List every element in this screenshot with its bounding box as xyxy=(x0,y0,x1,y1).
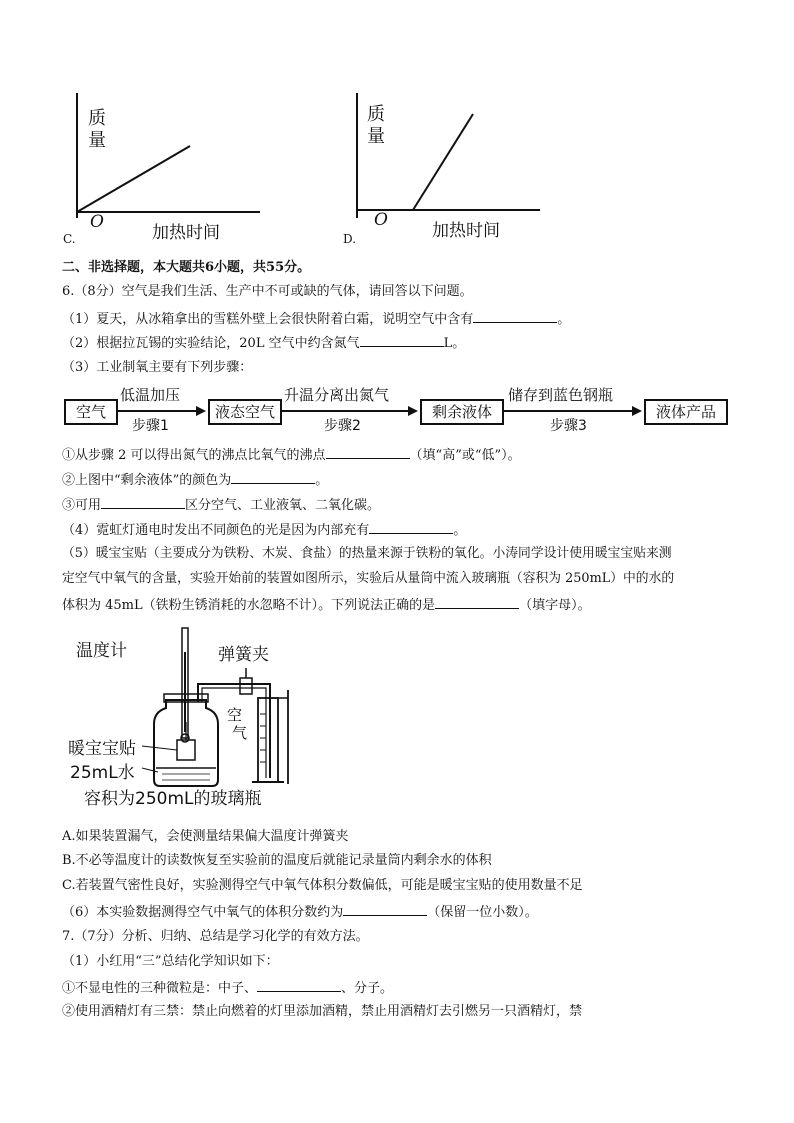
graph-d-line xyxy=(413,114,473,210)
q6-sub1-blank[interactable] xyxy=(326,445,410,459)
q6-sub3-end: 区分空气、工业液氧、二氧化碳。 xyxy=(185,498,381,513)
graph-d-origin: O xyxy=(374,210,388,230)
q6-part6-blank[interactable] xyxy=(343,902,427,916)
q7-sub1 xyxy=(62,978,393,998)
graph-d-xlabel: 加热时间 xyxy=(432,221,500,241)
q6-part2 xyxy=(62,333,465,353)
q6-sub2-blank[interactable] xyxy=(231,470,315,484)
q6-part1-blank[interactable] xyxy=(473,309,557,323)
flow-box-air: 空气 xyxy=(64,399,118,425)
q6-part5-line3 xyxy=(62,595,591,615)
graph-c-ylabel-1: 质 xyxy=(88,108,106,129)
q6-part5-blank[interactable] xyxy=(435,595,519,609)
label-bottle: 容积为250mL的玻璃瓶 xyxy=(84,789,262,809)
q6-sub1 xyxy=(62,445,521,465)
q6-sub3-text: ③可用 xyxy=(62,498,102,513)
graph-d xyxy=(340,88,560,248)
flow-label-step2-action: 升温分离出氮气 xyxy=(284,386,390,404)
q6-part4-blank[interactable] xyxy=(369,520,453,534)
q6-option-c: C.若装置气密性良好，实验测得空气中氧气体积分数偏低，可能是暖宝宝贴的使用数量不足 xyxy=(62,878,583,893)
section-heading: 二、非选择题，本大题共6小题，共55分。 xyxy=(62,260,311,275)
q6-part4-end: 。 xyxy=(453,523,467,538)
flow-box-liquid-air: 液态空气 xyxy=(208,399,282,425)
label-water: 25mL水 xyxy=(70,763,135,783)
q6-sub3 xyxy=(62,495,380,515)
q6-sub2-text: ②上图中“剩余液体”的颜色为 xyxy=(62,473,232,488)
q6-part4 xyxy=(62,520,466,540)
label-warmer-pad: 暖宝宝贴 xyxy=(68,739,136,759)
q7-sub2: ②使用酒精灯有三禁：禁止向燃着的灯里添加酒精，禁止用酒精灯去引燃另一只酒精灯，禁 xyxy=(62,1004,583,1019)
graph-c-xlabel: 加热时间 xyxy=(152,223,220,243)
q6-sub3-blank[interactable] xyxy=(101,495,185,509)
q6-part1 xyxy=(62,309,570,329)
q6-sub1-end: （填“高”或“低”）。 xyxy=(409,448,521,463)
process-flow-diagram xyxy=(62,384,742,432)
flow-label-step3: 步骤3 xyxy=(550,418,587,434)
graph-c-letter: C. xyxy=(63,232,76,246)
q6-part5-line2: 定空气中氧气的含量，实验开始前的装置如图所示，实验后从量筒中流入玻璃瓶（容积为 250mL）中的水的 xyxy=(62,571,675,586)
q6-part4-text: （4）霓虹灯通电时发出不同颜色的光是因为内部充有 xyxy=(62,523,370,538)
graph-d-ylabel-2: 量 xyxy=(367,126,385,147)
q7-stem: 7.（7分）分析、归纳、总结是学习化学的有效方法。 xyxy=(62,929,369,944)
q6-sub2-end: 。 xyxy=(315,473,329,488)
graph-c-origin: O xyxy=(90,212,104,232)
label-clamp: 弹簧夹 xyxy=(218,645,269,665)
graph-d-ylabel-1: 质 xyxy=(367,104,385,125)
flow-label-step2: 步骤2 xyxy=(324,418,361,434)
flow-label-step1: 步骤1 xyxy=(132,418,169,434)
q6-part5-end: （填字母）。 xyxy=(519,598,591,613)
q6-part6 xyxy=(62,902,538,922)
q6-part6-text: （6）本实验数据测得空气中氧气的体积分数约为 xyxy=(62,905,344,920)
flow-label-step1-action: 低温加压 xyxy=(120,386,181,404)
graph-c-ylabel-2: 量 xyxy=(88,130,106,151)
label-air-1: 空 xyxy=(227,706,243,724)
q6-part5-text: 体积为 45mL（铁粉生锈消耗的水忽略不计）。下列说法正确的是 xyxy=(62,598,436,613)
q6-part1-text: （1）夏天，从冰箱拿出的雪糕外壁上会很快附着白霜，说明空气中含有 xyxy=(62,312,474,327)
apparatus-figure xyxy=(62,622,312,812)
q7-sub1-blank[interactable] xyxy=(257,978,341,992)
graph-d-letter: D. xyxy=(343,232,357,246)
q7-part1: （1）小红用“三”总结化学知识如下： xyxy=(62,954,279,969)
q6-part6-end: （保留一位小数）。 xyxy=(427,905,538,920)
q6-option-b: B.不必等温度计的读数恢复至实验前的温度后就能记录量筒内剩余水的体积 xyxy=(62,853,492,868)
flow-box-liquid-product: 液体产品 xyxy=(644,399,728,425)
q6-part3: （3）工业制氧主要有下列步骤： xyxy=(62,360,253,375)
q6-option-a: A.如果装置漏气，会使测量结果偏大温度计弹簧夹 xyxy=(62,829,349,844)
q6-part5-line1: （5）暖宝宝贴（主要成分为铁粉、木炭、食盐）的热量来源于铁粉的氧化。小涛同学设计使用暖宝宝贴来测 xyxy=(62,546,672,561)
graph-c xyxy=(60,88,280,248)
q6-sub2 xyxy=(62,470,328,490)
q7-sub1-text: ①不显电性的三种微粒是：中子、 xyxy=(62,981,258,996)
flow-label-step3-action: 储存到蓝色钢瓶 xyxy=(508,386,614,404)
label-thermometer: 温度计 xyxy=(76,641,127,661)
q7-sub1-end: 、分子。 xyxy=(341,981,394,996)
flow-box-remaining-liquid: 剩余液体 xyxy=(420,399,504,425)
q6-part2-text: （2）根据拉瓦锡的实验结论，20L 空气中约含氮气 xyxy=(62,336,360,351)
q6-part1-end: 。 xyxy=(557,312,571,327)
q6-sub1-text: ①从步骤 2 可以得出氮气的沸点比氧气的沸点 xyxy=(62,448,326,463)
q6-part2-blank[interactable] xyxy=(360,333,444,347)
label-air-2: 气 xyxy=(232,724,248,742)
graph-c-line xyxy=(77,146,190,212)
q6-stem: 6.（8分）空气是我们生活、生产中不可或缺的气体，请回答以下问题。 xyxy=(62,284,473,299)
q6-part2-end: L。 xyxy=(443,336,466,351)
